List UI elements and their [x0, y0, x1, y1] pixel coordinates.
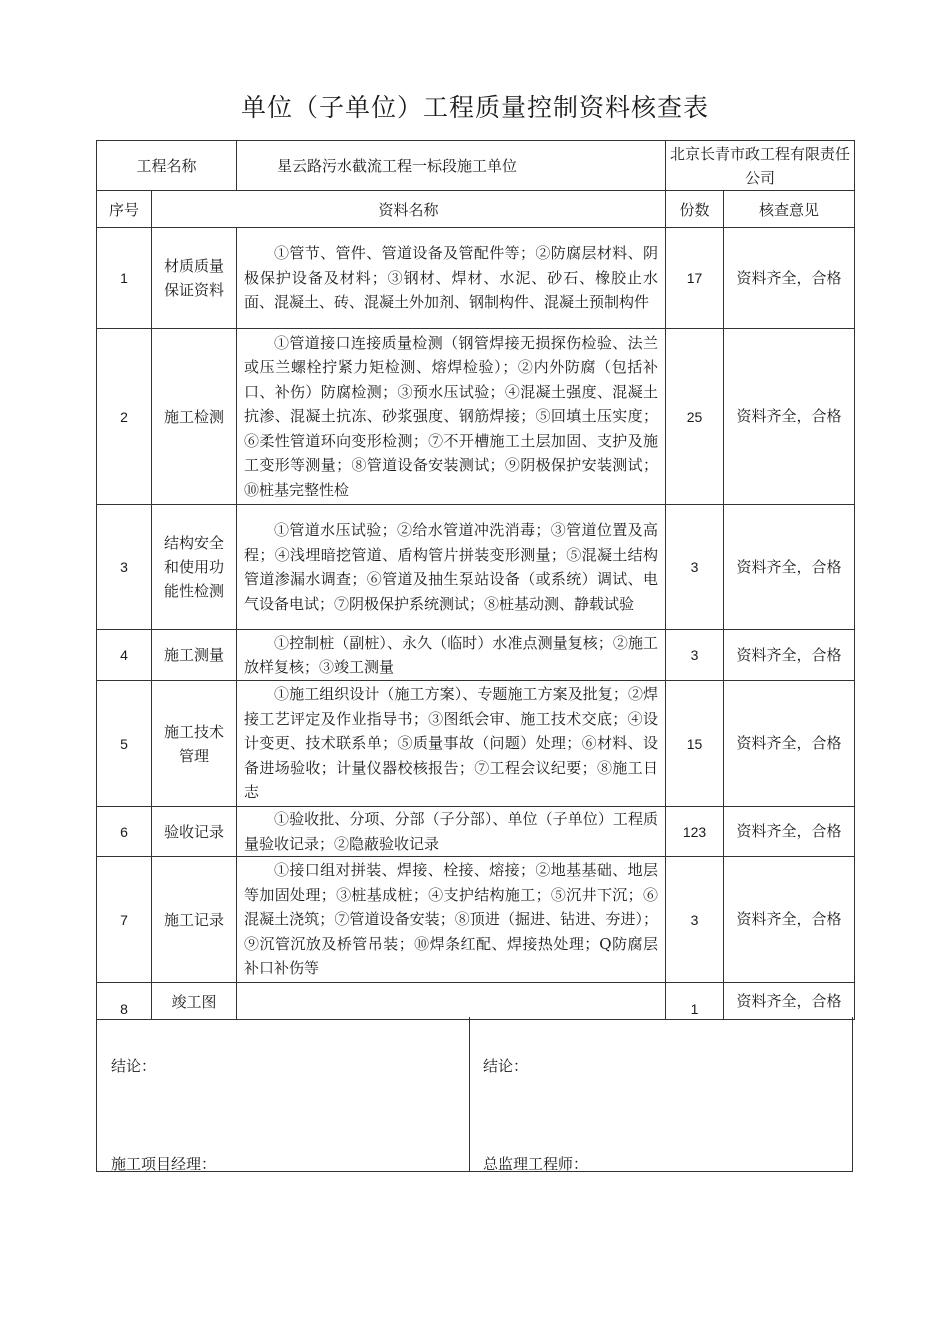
- row-description: ①验收批、分项、分部（子分部）、单位（子单位）工程质量验收记录；②隐蔽验收记录: [237, 807, 666, 857]
- row-category: 施工测量: [152, 630, 237, 681]
- right-signer-label: 总监理工程师：: [483, 1155, 589, 1173]
- table-row: [97, 681, 855, 807]
- left-conclusion-label: 结论：: [111, 1057, 157, 1075]
- table-row: [97, 505, 855, 630]
- row-opinion: 资料齐全，合格: [724, 329, 855, 505]
- row-no: 5: [97, 681, 152, 807]
- divider: [469, 1017, 470, 1171]
- row-opinion: 资料齐全，合格: [724, 857, 855, 983]
- row-no: 8: [97, 983, 152, 1020]
- row-count: 123: [666, 807, 724, 857]
- row-description: ①管道水压试验；②给水管道冲洗消毒；③管道位置及高程；④浅埋暗挖管道、盾构管片拼装变形测量；⑤混凝土结构管道渗漏水调查；⑥管道及抽生泵站设备（或系统）调试、电气设备电试；⑦阴极保护系统测试；⑧桩基动测、静载试验: [237, 505, 666, 630]
- row-category: 结构安全和使用功能性检测: [152, 505, 237, 630]
- project-row: [97, 141, 855, 191]
- row-category: 施工检测: [152, 329, 237, 505]
- left-signer-label: 施工项目经理：: [111, 1155, 217, 1173]
- row-description: [237, 983, 666, 1020]
- row-no: 6: [97, 807, 152, 857]
- table-row: [97, 228, 855, 329]
- col-header-count: 份数: [666, 191, 724, 228]
- row-count: 17: [666, 228, 724, 329]
- row-count: 3: [666, 505, 724, 630]
- row-description: ①管节、管件、管道设备及管配件等；②防腐层材料、阴极保护设备及材料；③钢材、焊材、水泥、砂石、橡胶止水面、混凝土、砖、混凝土外加剂、钢制构件、混凝土预制构件: [237, 228, 666, 329]
- row-count: 3: [666, 630, 724, 681]
- project-label: 工程名称: [97, 141, 237, 191]
- project-name: 星云路污水截流工程一标段施工单位: [237, 141, 666, 191]
- row-category: 验收记录: [152, 807, 237, 857]
- row-count: 3: [666, 857, 724, 983]
- row-no: 7: [97, 857, 152, 983]
- row-count: 1: [666, 983, 724, 1020]
- row-category: 施工记录: [152, 857, 237, 983]
- right-conclusion-label: 结论：: [483, 1057, 529, 1075]
- row-description: ①控制桩（副桩）、永久（临时）水准点测量复核；②施工放样复核；③竣工测量: [237, 630, 666, 681]
- conclusion-block: [96, 1017, 853, 1172]
- row-no: 2: [97, 329, 152, 505]
- col-header-no: 序号: [97, 191, 152, 228]
- page-title: 单位（子单位）工程质量控制资料核查表: [240, 93, 709, 122]
- row-opinion: 资料齐全，合格: [724, 681, 855, 807]
- row-opinion: 资料齐全，合格: [724, 630, 855, 681]
- table-row: [97, 329, 855, 505]
- row-no: 3: [97, 505, 152, 630]
- row-category: 材质质量保证资料: [152, 228, 237, 329]
- row-opinion: 资料齐全，合格: [724, 505, 855, 630]
- column-header-row: [97, 191, 855, 228]
- table-row: [97, 630, 855, 681]
- row-category: 竣工图: [152, 983, 237, 1020]
- row-description: ①接口组对拼装、焊接、栓接、熔接；②地基基础、地层等加固处理；③桩基成桩；④支护结构施工；⑤沉井下沉；⑥混凝土浇筑；⑦管道设备安装；⑧顶进（掘进、钻进、夯进）；⑨沉管沉放及桥管吊装；⑩焊条红配、焊接热处理；Q防腐层补口补伤等: [237, 857, 666, 983]
- row-count: 15: [666, 681, 724, 807]
- row-count: 25: [666, 329, 724, 505]
- company-name: 北京长青市政工程有限责任公司: [666, 141, 855, 191]
- row-opinion: 资料齐全，合格: [724, 228, 855, 329]
- inspection-table: [96, 140, 855, 1020]
- col-header-name: 资料名称: [152, 191, 666, 228]
- row-opinion: 资料齐全，合格: [724, 807, 855, 857]
- table-row: [97, 983, 855, 1020]
- row-no: 4: [97, 630, 152, 681]
- row-no: 1: [97, 228, 152, 329]
- table-row: [97, 807, 855, 857]
- row-category: 施工技术管理: [152, 681, 237, 807]
- col-header-opinion: 核查意见: [724, 191, 855, 228]
- table-row: [97, 857, 855, 983]
- row-description: ①施工组织设计（施工方案）、专题施工方案及批复；②焊接工艺评定及作业指导书；③图纸会审、施工技术交底；④设计变更、技术联系单；⑤质量事故（问题）处理；⑥材料、设备进场验收；计量仪器校核报告；⑦工程会议纪要；⑧施工日志: [237, 681, 666, 807]
- row-opinion: 资料齐全，合格: [724, 983, 855, 1020]
- row-description: ①管道接口连接质量检测（钢管焊接无损探伤检验、法兰或压兰螺栓拧紧力矩检测、熔焊检验）；②内外防腐（包括补口、补伤）防腐检测；③预水压试验；④混凝土强度、混凝土抗渗、混凝土抗冻、砂浆强度、钢筋焊接；⑤回填土压实度；⑥柔性管道环向变形检测；⑦不开槽施工土层加固、支护及施工变形等测量；⑧管道设备安装测试；⑨阴极保护安装测试；⑩桩基完整性检: [237, 329, 666, 505]
